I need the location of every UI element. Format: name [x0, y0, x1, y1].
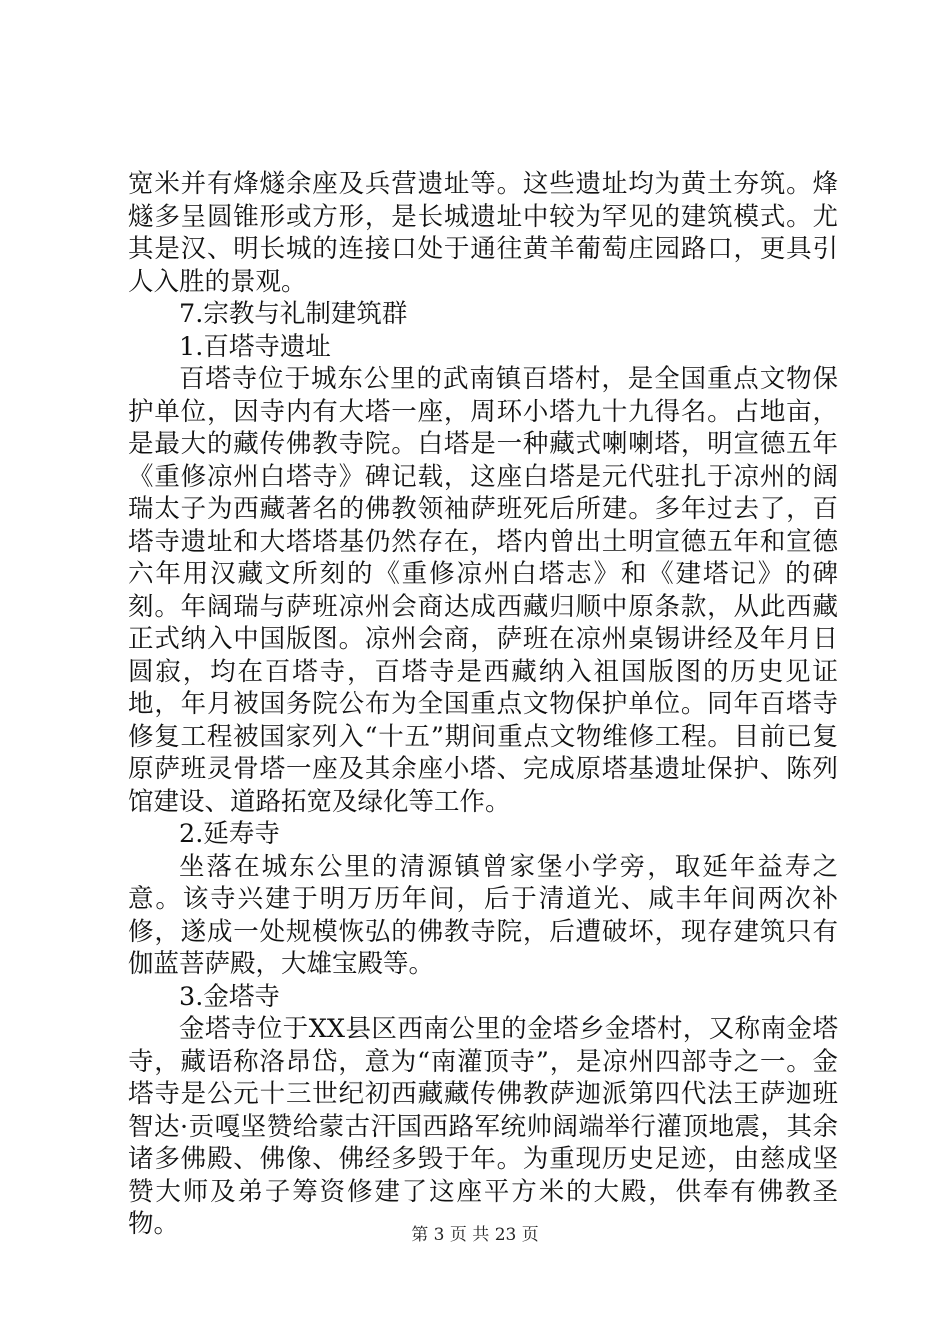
document-body — [128, 168, 838, 1241]
paragraph-great-wall-ruins: 宽米并有烽燧余座及兵营遗址等。这些遗址均为黄土夯筑。烽燧多呈圆锥形或方形，是长城遗址中较为罕见的建筑模式。尤其是汉、明长城的连接口处于通往黄羊葡萄庄园路口，更具引人入胜的景观。 — [128, 169, 838, 297]
subheading-baita-temple: 1.百塔寺遗址 — [179, 331, 331, 362]
page-number-footer: 第 3 页 共 23 页 — [411, 1225, 539, 1245]
paragraph-baita-temple: 百塔寺位于城东公里的武南镇百塔村，是全国重点文物保护单位，因寺内有大塔一座，周环小塔九十九得名。占地亩，是最大的藏传佛教寺院。白塔是一种藏式喇喇塔，明宣德五年《重修凉州白塔寺》碑记载，这座白塔是元代驻扎于凉州的阔瑞太子为西藏著名的佛教领袖萨班死后所建。多年过去了，百塔寺遗址和大塔塔基仍然存在，塔内曾出土明宣德五年和宣德六年用汉藏文所刻的《重修凉州白塔志》和《建塔记》的碑刻。年阔瑞与萨班凉州会商达成西藏归顺中原条款，从此西藏正式纳入中国版图。凉州会商，萨班在凉州桌锡讲经及年月日圆寂，均在百塔寺，百塔寺是西藏纳入祖国版图的历史见证地，年月被国务院公布为全国重点文物保护单位。同年百塔寺修复工程被国家列入“十五”期间重点文物维修工程。目前已复原萨班灵骨塔一座及其余座小塔、完成原塔基遗址保护、陈列馆建设、道路拓宽及绿化等工作。 — [128, 364, 838, 817]
paragraph-jinta-temple: 金塔寺位于XX县区西南公里的金塔乡金塔村，又称南金塔寺，藏语称洛昂岱，意为“南灌顶寺”，是凉州四部寺之一。金塔寺是公元十三世纪初西藏藏传佛教萨迦派第四代法王萨迦班智达·贡嘎坚赞给蒙古汗国西路军统帅阔端举行灌顶地震，其余诸多佛殿、佛像、佛经多毁于年。为重现历史足迹，由慈成坚赞大师及弟子筹资修建了这座平方米的大殿，供奉有佛教圣物。 — [128, 1014, 838, 1239]
subheading-yanshou-temple: 2.延寿寺 — [179, 819, 280, 849]
subheading-jinta-temple: 3.金塔寺 — [179, 981, 280, 1012]
paragraph-yanshou-temple: 坐落在城东公里的清源镇曾家堡小学旁，取延年益寿之意。该寺兴建于明万历年间，后于清道光、咸丰年间两次补修，遂成一处规模恢弘的佛教寺院，后遭破坏，现存建筑只有伽蓝菩萨殿，大雄宝殿等。 — [128, 851, 838, 979]
section-heading-religious-buildings: 7.宗教与礼制建筑群 — [179, 299, 408, 329]
